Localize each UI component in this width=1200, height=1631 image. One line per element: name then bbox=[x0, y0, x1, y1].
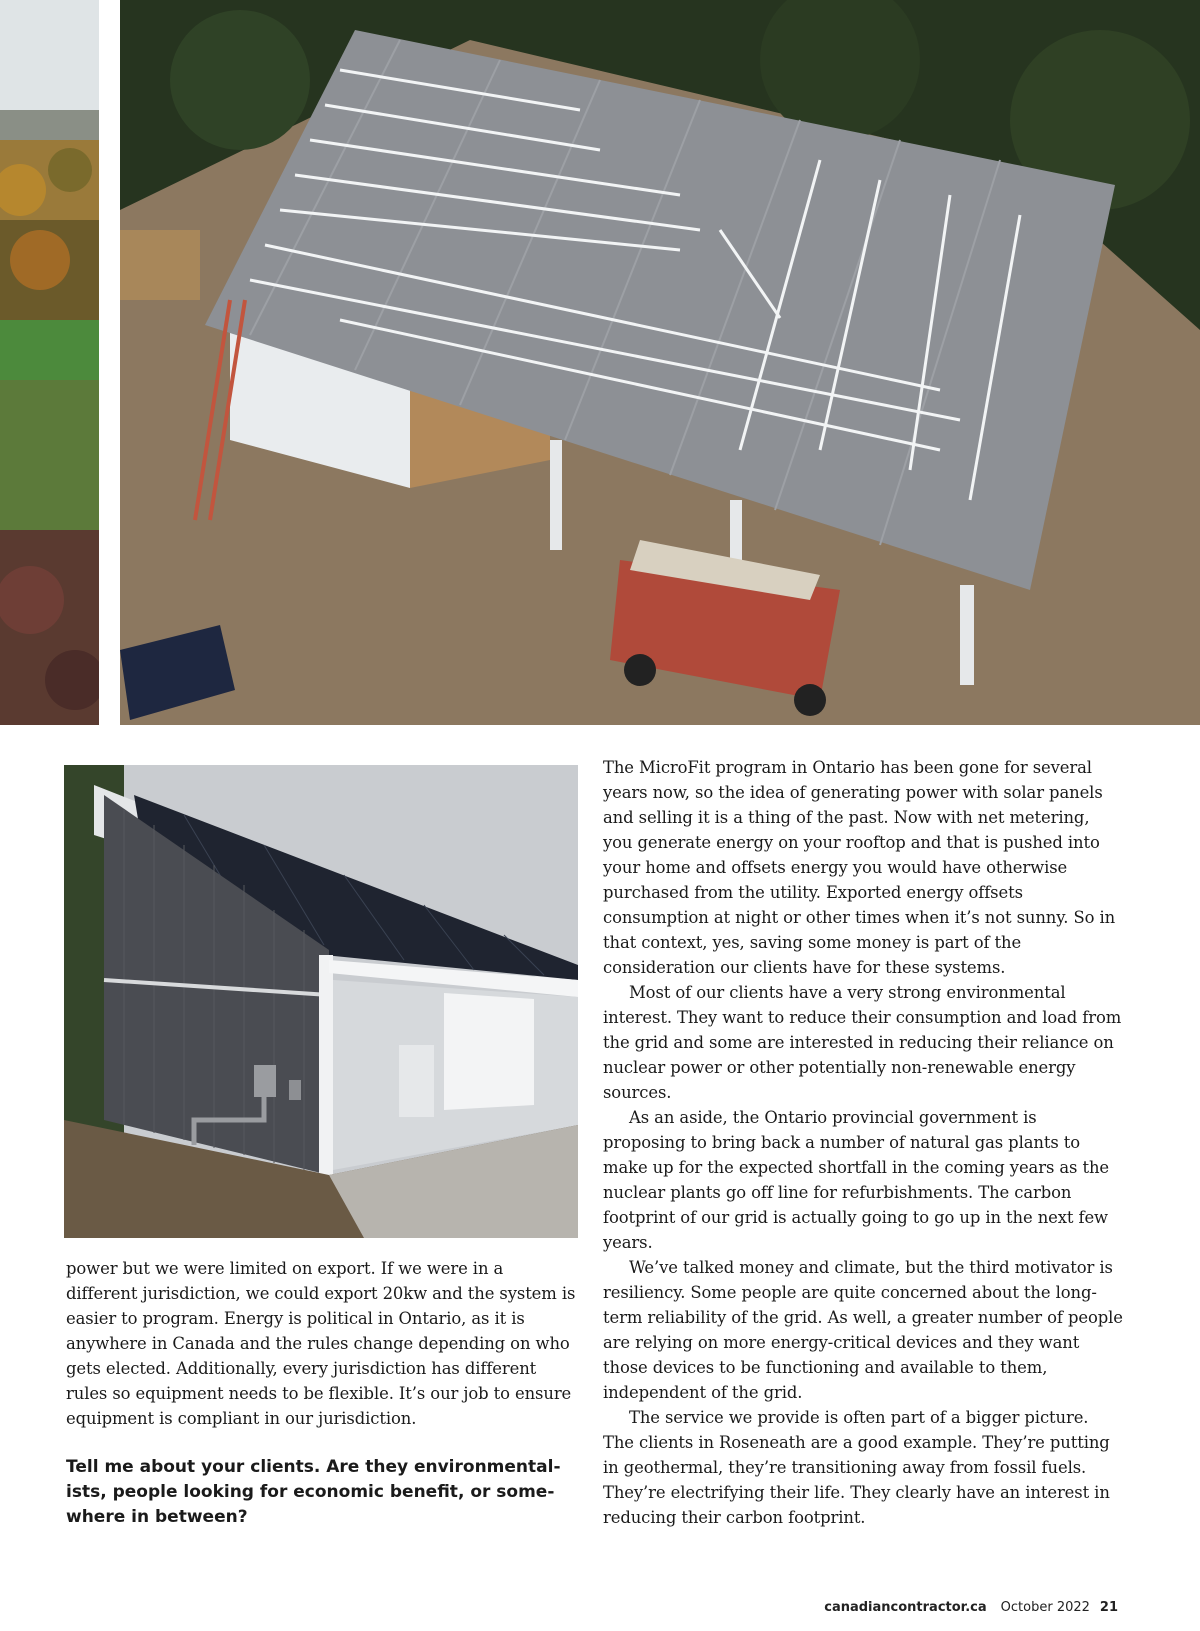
interview-question: Tell me about your clients. Are they environmentalists, people looking for economic benefit, or somewhere in between? bbox=[66, 1457, 561, 1527]
left-paragraph: power but we were limited on export. If we were in a different jurisdiction, we could export 20kw and the system is easier to program. Energy is political in Ontario, as it is anywhere in Canada and the rules change depending on who gets elected. Additionally, every jurisdiction has different rules so equipment needs to be flexible. It’s our job to ensure equipment is compliant in our jurisdiction. bbox=[66, 1259, 576, 1428]
left-column-text bbox=[66, 1256, 578, 1530]
right-column-text bbox=[603, 755, 1123, 1530]
footer-site: canadiancontractor.ca bbox=[824, 1600, 987, 1615]
page-number: 21 bbox=[1099, 1600, 1118, 1615]
landscape-photo bbox=[0, 0, 99, 725]
right-paragraph-5: The service we provide is often part of a bigger picture. The clients in Roseneath are a good example. They’re putting in geothermal, they’re transitioning away from fossil fuels. They’re electrifying their life. They clearly have an interest in reducing their carbon footprint. bbox=[603, 1408, 1110, 1527]
finished-barn-solar-photo bbox=[64, 765, 578, 1238]
right-paragraph-4: We’ve talked money and climate, but the third motivator is resiliency. Some people are quite concerned about the long-term reliability of the grid. As well, a greater number of people are relying on more energy-critical devices and they want those devices to be functioning and available to them, independent of the grid. bbox=[603, 1258, 1123, 1402]
right-paragraph-2: Most of our clients have a very strong environmental interest. They want to reduce their consumption and load from the grid and some are interested in reducing their reliance on nuclear power or other potentially non-renewable energy sources. bbox=[603, 983, 1122, 1102]
solar-racking-install-aerial-photo bbox=[120, 0, 1200, 725]
right-paragraph-1: The MicroFit program in Ontario has been gone for several years now, so the idea of generating power with solar panels and selling it is a thing of the past. Now with net metering, you generate energy on your rooftop and that is pushed into your home and offsets energy you would have otherwise purchased from the utility. Exported energy offsets consumption at night or other times when it’s not sunny. So in that context, yes, saving some money is part of the consideration our clients have for these systems. bbox=[603, 758, 1116, 977]
footer-date: October 2022 bbox=[1000, 1600, 1090, 1615]
page-footer bbox=[824, 1600, 1118, 1615]
right-paragraph-3: As an aside, the Ontario provincial government is proposing to bring back a number of natural gas plants to make up for the expected shortfall in the coming years as the nuclear plants go off line for refurbishments. The carbon footprint of our grid is actually going to go up in the next few years. bbox=[603, 1108, 1110, 1252]
